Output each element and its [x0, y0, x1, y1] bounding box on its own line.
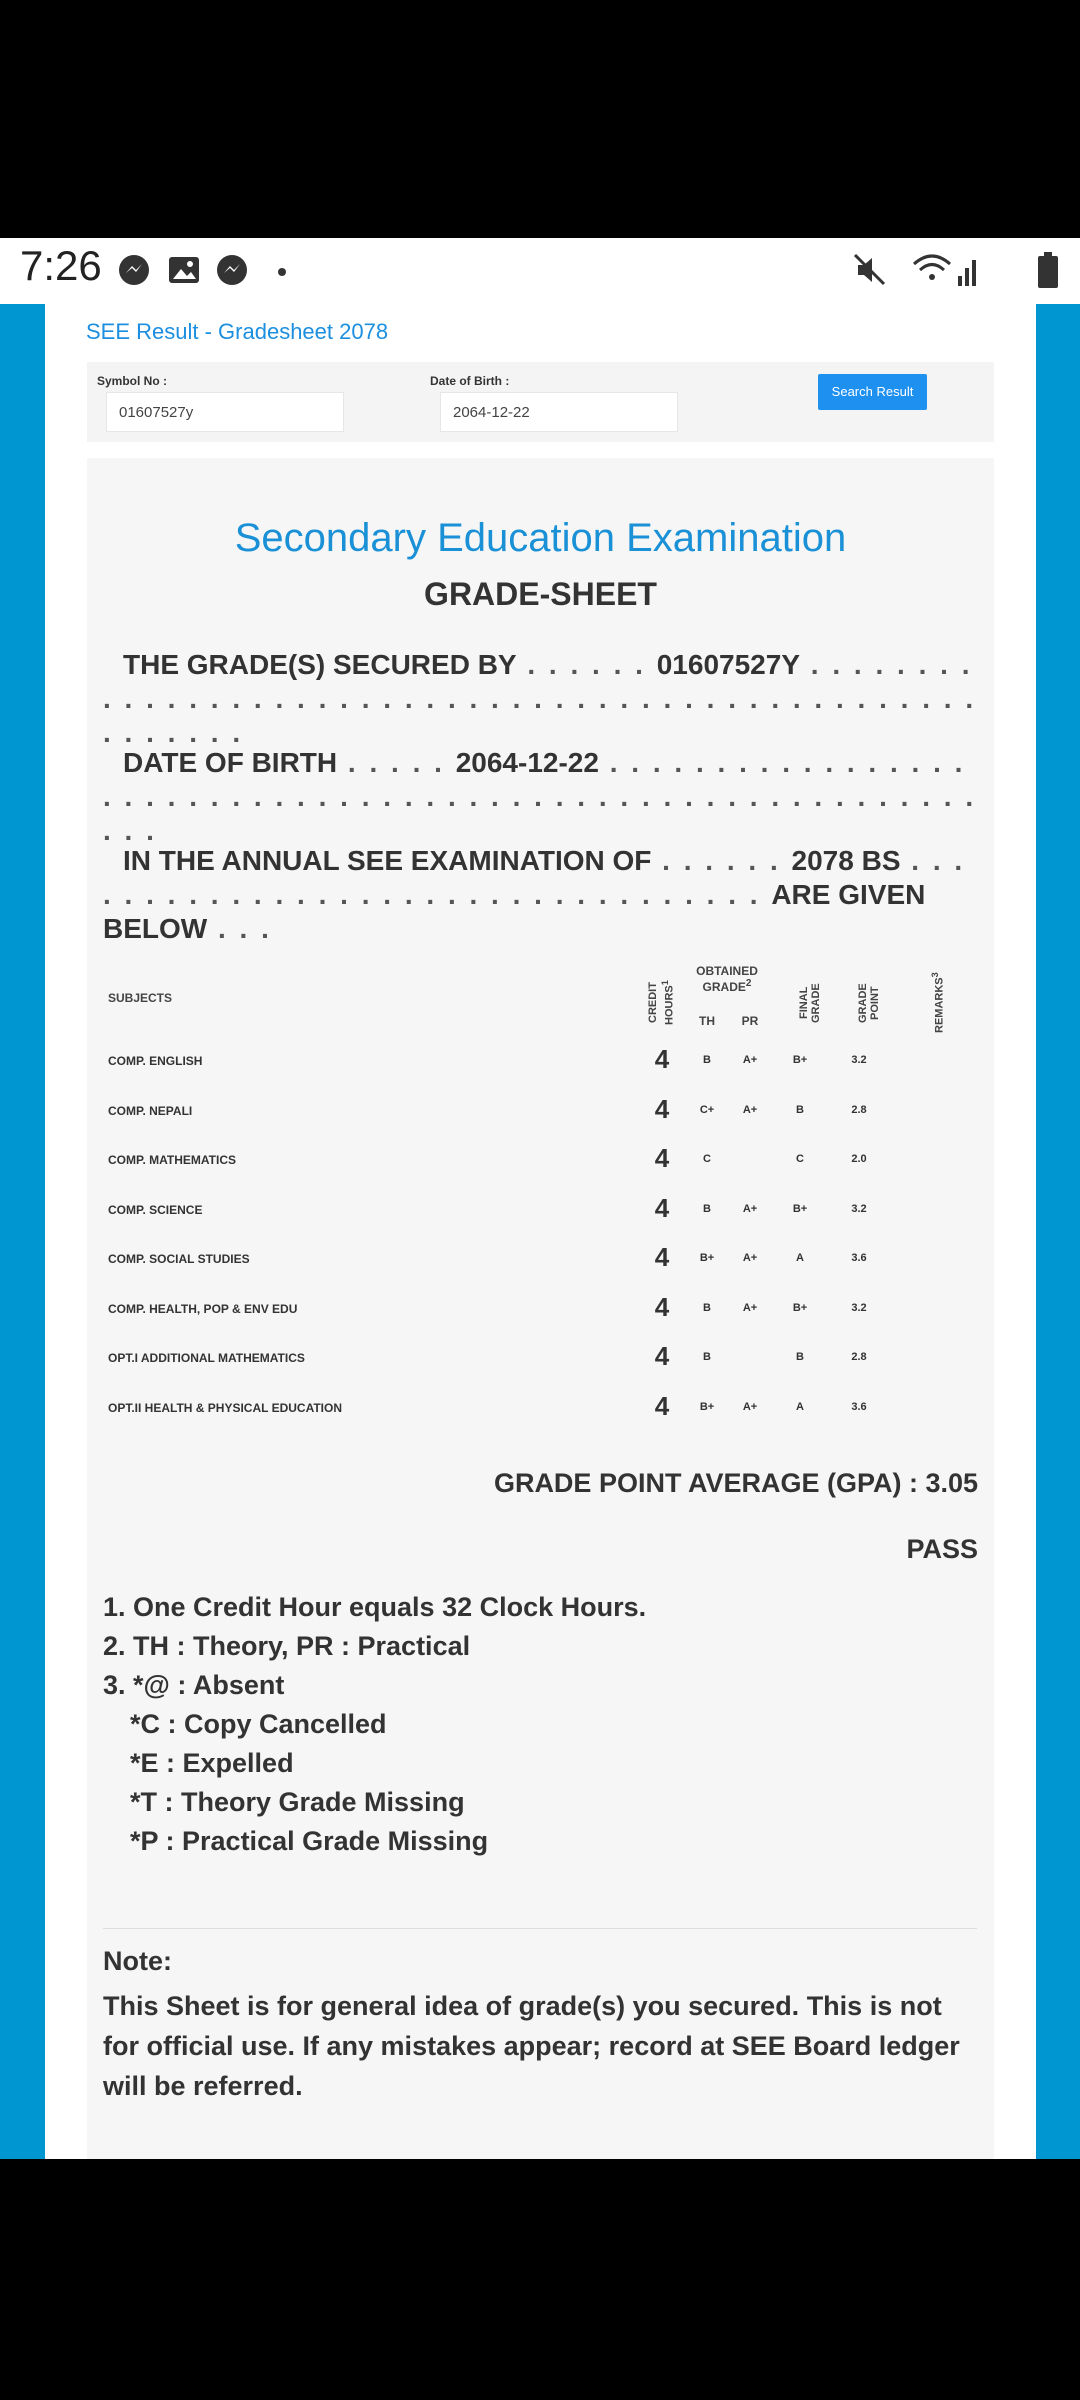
secured-by-label: THE GRADE(S) SECURED BY — [123, 649, 517, 680]
grade-point: 2.0 — [851, 1153, 867, 1165]
theory-grade: B+ — [699, 1252, 715, 1264]
subject-name: COMP. NEPALI — [108, 1103, 193, 1118]
subject-name: OPT.I ADDITIONAL MATHEMATICS — [108, 1351, 305, 1365]
final-grade: B+ — [792, 1301, 808, 1314]
final-grade: A — [796, 1252, 804, 1264]
col-th: TH — [699, 1014, 715, 1028]
col-pr: PR — [741, 1014, 759, 1028]
theory-grade: B — [703, 1301, 711, 1314]
annual-label: IN THE ANNUAL SEE EXAMINATION OF — [123, 845, 652, 876]
col-credit-hours: CREDIT HOURS$^1$ — [647, 980, 676, 1026]
credit-hours: 4 — [654, 1192, 670, 1223]
messenger-icon — [214, 252, 250, 288]
dob-input[interactable]: 2064-12-22 — [440, 392, 678, 432]
theory-grade: B — [703, 1054, 711, 1066]
grade-point: 3.6 — [851, 1400, 867, 1413]
search-form — [87, 362, 994, 442]
subject-name: COMP. SOCIAL STUDIES — [108, 1252, 250, 1266]
practical-grade: A+ — [742, 1054, 758, 1066]
annual-exam-line: IN THE ANNUAL SEE EXAMINATION OF . . . . . . 2078 BS . . . . . . . . . . . . . . . . . . . . . . . . . . . . . . . . . . ARE GIVEN BELOW . . . — [103, 845, 966, 944]
grade-point: 3.2 — [851, 1202, 867, 1215]
final-grade: B — [796, 1351, 804, 1363]
mute-icon — [850, 250, 890, 290]
dob-line-value: 2064-12-22 — [455, 747, 599, 778]
theory-grade: C — [703, 1153, 711, 1165]
col-remarks: REMARKS$^3$ — [930, 972, 946, 1034]
practical-grade: A+ — [742, 1252, 758, 1264]
grade-point: 3.6 — [851, 1252, 867, 1264]
col-grade-point: GRADE POINT — [857, 983, 881, 1023]
given-below: ARE GIVEN BELOW — [103, 879, 926, 944]
legend-item: 3. *@ : Absent — [103, 1670, 285, 1700]
legend — [103, 1588, 646, 1861]
messenger-icon — [116, 252, 152, 288]
credit-hours: 4 — [654, 1143, 670, 1173]
secured-by-value: 01607527Y — [656, 649, 800, 680]
theory-grade: B — [703, 1202, 711, 1215]
dob-line: DATE OF BIRTH . . . . . 2064-12-22 . . . . . . . . . . . . . . . . . . . . . . . . . . . . . . . . . . . . . . . . . . . . . . . . . . . . . . . . . . . . . — [103, 747, 977, 846]
divider — [103, 1928, 977, 1929]
dob-label: Date of Birth : — [430, 374, 510, 388]
notification-dot — [278, 268, 286, 276]
practical-grade: A+ — [742, 1103, 758, 1116]
grade-sheet — [87, 458, 994, 2159]
web-viewport — [0, 304, 1080, 2159]
status-time: 7:26 — [20, 242, 102, 289]
page-container — [45, 304, 1036, 2159]
legend-item: *C : Copy Cancelled — [130, 1709, 387, 1739]
grade-point: 3.2 — [851, 1054, 867, 1066]
status-bar — [0, 238, 1080, 304]
practical-grade: A+ — [742, 1202, 758, 1215]
symbol-label: Symbol No : — [97, 374, 168, 388]
theory-grade: B — [703, 1351, 711, 1363]
credit-hours: 4 — [654, 1093, 670, 1124]
legend-item: 2. TH : Theory, PR : Practical — [103, 1631, 471, 1661]
subject-name: COMP. HEALTH, POP & ENV EDU — [108, 1301, 298, 1316]
legend-item: *T : Theory Grade Missing — [130, 1787, 465, 1817]
gradesheet-title: GRADE-SHEET — [424, 576, 657, 612]
subject-name: OPT.II HEALTH & PHYSICAL EDUCATION — [108, 1400, 343, 1415]
note-title: Note: — [103, 1946, 172, 1976]
practical-grade: A+ — [742, 1301, 758, 1314]
wifi-signal-icon — [910, 250, 980, 290]
note-text: This Sheet is for general idea of grade(s) you secured. This is not for official use. If any mistakes appear; record at SEE Board ledger will be referred. — [103, 1991, 960, 2101]
exam-title: Secondary Education Examination — [234, 516, 847, 560]
credit-hours: 4 — [654, 1341, 670, 1371]
annual-value: 2078 BS — [791, 845, 901, 876]
col-subjects: SUBJECTS — [108, 991, 173, 1005]
gallery-icon — [166, 252, 202, 288]
credit-hours: 4 — [654, 1242, 670, 1272]
search-result-button[interactable]: Search Result — [818, 374, 927, 410]
legend-item: 1. One Credit Hour equals 32 Clock Hours. — [103, 1592, 647, 1622]
grade-point: 3.2 — [851, 1301, 867, 1314]
col-obtained-grade: OBTAINED GRADE$^2$ — [696, 964, 758, 994]
battery-icon — [1036, 250, 1060, 290]
final-grade: B — [796, 1103, 804, 1116]
theory-grade: C+ — [699, 1103, 715, 1116]
subject-name: COMP. ENGLISH — [108, 1054, 203, 1068]
page-title-link[interactable]: SEE Result - Gradesheet 2078 — [86, 319, 389, 344]
final-grade: C — [796, 1153, 804, 1165]
credit-hours: 4 — [654, 1291, 670, 1322]
subject-name: COMP. MATHEMATICS — [108, 1153, 236, 1167]
final-grade: B+ — [792, 1202, 808, 1215]
secured-by-line: THE GRADE(S) SECURED BY . . . . . . 01607527Y . . . . . . . . . . . . . . . . . . . . . . . . . . . . . . . . . . . . . . . . . . . . . . . . . . . . . . . . — [103, 649, 977, 748]
final-grade: B+ — [792, 1054, 808, 1066]
credit-hours: 4 — [654, 1044, 670, 1074]
final-grade: A — [796, 1400, 804, 1413]
grade-point: 2.8 — [851, 1351, 867, 1363]
dob-line-label: DATE OF BIRTH — [123, 747, 338, 778]
result-status: PASS — [906, 1534, 978, 1564]
theory-grade: B+ — [699, 1400, 715, 1413]
legend-item: *P : Practical Grade Missing — [130, 1826, 489, 1856]
col-final-grade: FINAL GRADE — [798, 983, 822, 1023]
gpa: GRADE POINT AVERAGE (GPA) : 3.05 — [493, 1468, 978, 1498]
symbol-input[interactable]: 01607527y — [106, 392, 344, 432]
subject-name: COMP. SCIENCE — [108, 1202, 203, 1217]
grade-point: 2.8 — [851, 1103, 867, 1116]
credit-hours: 4 — [654, 1390, 670, 1421]
legend-item: *E : Expelled — [130, 1748, 294, 1778]
practical-grade: A+ — [742, 1400, 758, 1413]
